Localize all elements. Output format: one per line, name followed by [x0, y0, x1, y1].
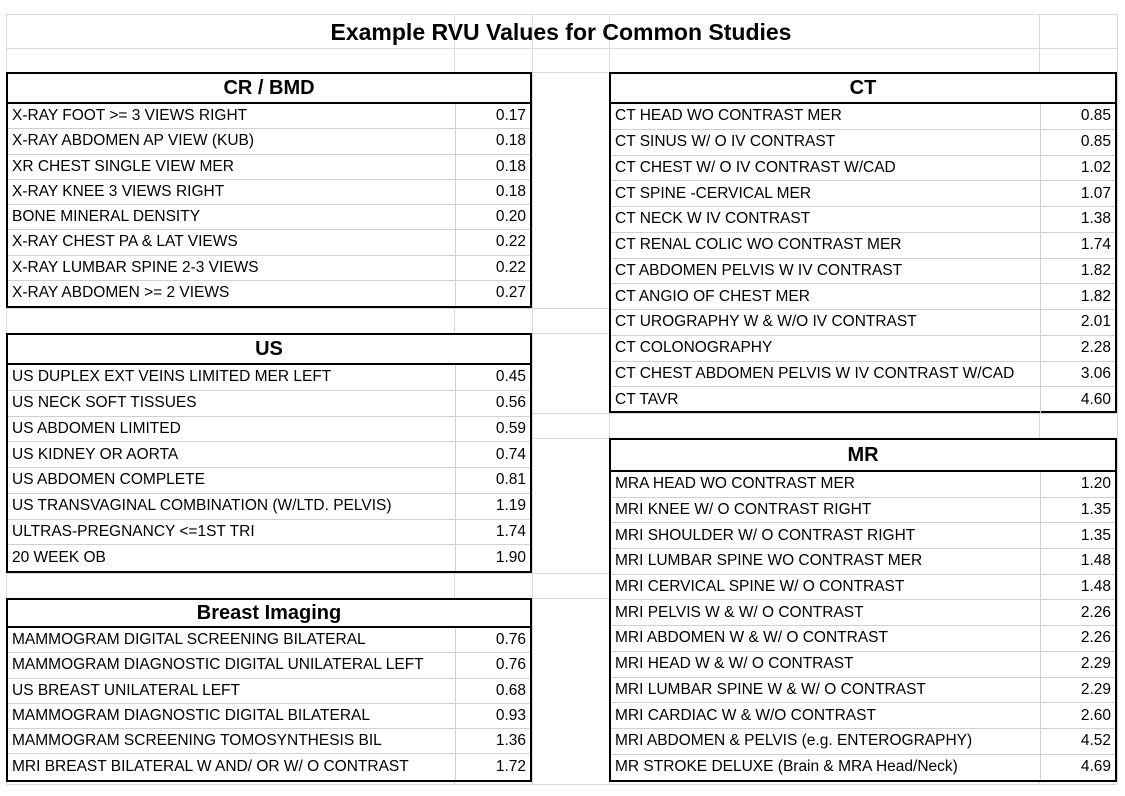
study-name: MAMMOGRAM SCREENING TOMOSYNTHESIS BIL: [8, 729, 456, 753]
table-row: [611, 575, 1115, 601]
rows-breast-imaging: [8, 628, 530, 780]
table-row: [611, 130, 1115, 156]
rows-ct: [611, 104, 1115, 413]
gridline-vertical: [532, 14, 533, 784]
table-row: [8, 129, 530, 154]
table-row: [8, 653, 530, 678]
table-row: [611, 549, 1115, 575]
rows-mr: [611, 472, 1115, 780]
rvu-value: 0.45: [495, 368, 526, 386]
rvu-value: 3.06: [1080, 364, 1111, 382]
section-header-mr: MR: [611, 440, 1115, 472]
table-row: [611, 678, 1115, 704]
rvu-value: 0.27: [495, 284, 526, 302]
rvu-value: 0.20: [495, 208, 526, 226]
study-name: MRI CERVICAL SPINE W/ O CONTRAST: [611, 575, 1041, 600]
study-name: MRA HEAD WO CONTRAST MER: [611, 472, 1041, 497]
study-name: MRI SHOULDER W/ O CONTRAST RIGHT: [611, 523, 1041, 548]
rvu-value: 0.22: [495, 258, 526, 276]
table-row: [611, 472, 1115, 498]
rows-cr-bmd: [8, 104, 530, 306]
study-name: US TRANSVAGINAL COMBINATION (W/LTD. PELVIS): [8, 494, 456, 519]
rvu-value: 1.48: [1080, 552, 1111, 570]
rvu-value: 0.68: [495, 681, 526, 699]
table-row: [611, 336, 1115, 362]
table-row: [8, 704, 530, 729]
page-title: Example RVU Values for Common Studies: [330, 19, 792, 45]
rvu-value: 2.26: [1080, 603, 1111, 621]
table-row: [611, 600, 1115, 626]
rvu-value: 0.18: [495, 132, 526, 150]
study-name: 20 WEEK OB: [8, 545, 456, 571]
rvu-value: 1.38: [1080, 210, 1111, 228]
section-header-cr-bmd: CR / BMD: [8, 74, 530, 104]
rvu-value: 0.59: [495, 419, 526, 437]
table-row: [611, 703, 1115, 729]
rvu-value: 2.29: [1080, 655, 1111, 673]
table-row: [611, 626, 1115, 652]
rows-us: [8, 365, 530, 571]
section-header-us: US: [8, 335, 530, 365]
table-row: [8, 205, 530, 230]
study-name: X-RAY FOOT >= 3 VIEWS RIGHT: [8, 104, 456, 128]
study-name: CT TAVR: [611, 387, 1041, 413]
rvu-value: 0.17: [495, 107, 526, 125]
study-name: MRI LUMBAR SPINE W & W/ O CONTRAST: [611, 678, 1041, 703]
rvu-value: 2.26: [1080, 629, 1111, 647]
study-name: MRI CARDIAC W & W/O CONTRAST: [611, 703, 1041, 728]
rvu-value: 1.35: [1080, 526, 1111, 544]
rvu-value: 0.85: [1080, 133, 1111, 151]
section-mr: [609, 438, 1117, 782]
table-row: [611, 652, 1115, 678]
table-row: [611, 259, 1115, 285]
table-row: [8, 281, 530, 306]
study-name: MRI KNEE W/ O CONTRAST RIGHT: [611, 498, 1041, 523]
table-row: [611, 233, 1115, 259]
gridline-horizontal: [6, 784, 1117, 785]
table-row: [611, 104, 1115, 130]
table-row: [611, 387, 1115, 413]
table-row: [8, 628, 530, 653]
study-name: CT CHEST W/ O IV CONTRAST W/CAD: [611, 156, 1041, 181]
section-cr-bmd: [6, 72, 532, 308]
rvu-value: 2.29: [1080, 680, 1111, 698]
rvu-value: 2.60: [1080, 706, 1111, 724]
table-row: [8, 230, 530, 255]
study-name: MR STROKE DELUXE (Brain & MRA Head/Neck): [611, 755, 1041, 781]
study-name: XR CHEST SINGLE VIEW MER: [8, 155, 456, 179]
table-row: [8, 729, 530, 754]
table-row: [8, 365, 530, 391]
rvu-value: 1.82: [1080, 261, 1111, 279]
table-row: [611, 523, 1115, 549]
study-name: CT NECK W IV CONTRAST: [611, 207, 1041, 232]
table-row: [8, 494, 530, 520]
study-name: US ABDOMEN LIMITED: [8, 417, 456, 442]
table-row: [8, 155, 530, 180]
table-row: [611, 156, 1115, 182]
study-name: MRI BREAST BILATERAL W AND/ OR W/ O CONTRAST: [8, 754, 456, 779]
study-name: CT RENAL COLIC WO CONTRAST MER: [611, 233, 1041, 258]
table-row: [8, 442, 530, 468]
table-row: [8, 754, 530, 779]
study-name: MRI PELVIS W & W/ O CONTRAST: [611, 600, 1041, 625]
study-name: US NECK SOFT TISSUES: [8, 391, 456, 416]
table-row: [8, 256, 530, 281]
rvu-value: 1.74: [495, 522, 526, 540]
table-row: [611, 729, 1115, 755]
rvu-value: 0.56: [495, 394, 526, 412]
gridline-horizontal: [6, 14, 1117, 15]
study-name: US DUPLEX EXT VEINS LIMITED MER LEFT: [8, 365, 456, 390]
table-row: [611, 310, 1115, 336]
rvu-value: 0.81: [495, 471, 526, 489]
table-row: [611, 207, 1115, 233]
table-row: [611, 362, 1115, 388]
rvu-value: 4.52: [1080, 732, 1111, 750]
table-row: [8, 104, 530, 129]
rvu-value: 1.02: [1080, 158, 1111, 176]
section-breast-imaging: [6, 598, 532, 782]
study-name: MRI ABDOMEN W & W/ O CONTRAST: [611, 626, 1041, 651]
study-name: MRI LUMBAR SPINE WO CONTRAST MER: [611, 549, 1041, 574]
rvu-value: 0.76: [495, 656, 526, 674]
table-row: [611, 284, 1115, 310]
study-name: CT SINUS W/ O IV CONTRAST: [611, 130, 1041, 155]
study-name: X-RAY LUMBAR SPINE 2-3 VIEWS: [8, 256, 456, 280]
study-name: ULTRAS-PREGNANCY <=1ST TRI: [8, 520, 456, 545]
study-name: MRI HEAD W & W/ O CONTRAST: [611, 652, 1041, 677]
table-row: [8, 391, 530, 417]
table-row: [611, 498, 1115, 524]
study-name: CT HEAD WO CONTRAST MER: [611, 104, 1041, 129]
rvu-value: 0.18: [495, 182, 526, 200]
rvu-value: 1.74: [1080, 236, 1111, 254]
study-name: MAMMOGRAM DIAGNOSTIC DIGITAL UNILATERAL LEFT: [8, 653, 456, 677]
study-name: US ABDOMEN COMPLETE: [8, 468, 456, 493]
study-name: X-RAY ABDOMEN >= 2 VIEWS: [8, 281, 456, 306]
rvu-value: 1.90: [495, 549, 526, 567]
table-row: [611, 755, 1115, 781]
rvu-value: 2.01: [1080, 313, 1111, 331]
study-name: CT CHEST ABDOMEN PELVIS W IV CONTRAST W/CAD: [611, 362, 1041, 387]
study-name: X-RAY KNEE 3 VIEWS RIGHT: [8, 180, 456, 204]
study-name: US BREAST UNILATERAL LEFT: [8, 679, 456, 703]
rvu-value: 1.19: [495, 497, 526, 515]
table-row: [8, 417, 530, 443]
study-name: CT UROGRAPHY W & W/O IV CONTRAST: [611, 310, 1041, 335]
rvu-value: 4.60: [1080, 391, 1111, 409]
study-name: CT SPINE -CERVICAL MER: [611, 181, 1041, 206]
rvu-value: 2.28: [1080, 339, 1111, 357]
table-row: [611, 181, 1115, 207]
table-row: [8, 180, 530, 205]
study-name: CT COLONOGRAPHY: [611, 336, 1041, 361]
rvu-value: 4.69: [1080, 758, 1111, 776]
rvu-value: 1.35: [1080, 501, 1111, 519]
rvu-value: 1.20: [1080, 475, 1111, 493]
table-row: [8, 520, 530, 546]
rvu-value: 0.85: [1080, 107, 1111, 125]
study-name: MRI ABDOMEN & PELVIS (e.g. ENTEROGRAPHY): [611, 729, 1041, 754]
rvu-value: 1.07: [1080, 184, 1111, 202]
rvu-value: 0.93: [495, 707, 526, 725]
study-name: X-RAY ABDOMEN AP VIEW (KUB): [8, 129, 456, 153]
study-name: US KIDNEY OR AORTA: [8, 442, 456, 467]
study-name: MAMMOGRAM DIGITAL SCREENING BILATERAL: [8, 628, 456, 652]
table-row: [8, 545, 530, 571]
table-row: [8, 679, 530, 704]
rvu-value: 1.72: [495, 758, 526, 776]
rvu-value: 0.22: [495, 233, 526, 251]
rvu-value: 1.82: [1080, 287, 1111, 305]
section-ct: [609, 72, 1117, 413]
table-row: [8, 468, 530, 494]
rvu-value: 0.76: [495, 631, 526, 649]
study-name: CT ABDOMEN PELVIS W IV CONTRAST: [611, 259, 1041, 284]
study-name: BONE MINERAL DENSITY: [8, 205, 456, 229]
section-header-breast-imaging: Breast Imaging: [8, 600, 530, 628]
gridline-vertical: [1117, 14, 1118, 784]
study-name: MAMMOGRAM DIAGNOSTIC DIGITAL BILATERAL: [8, 704, 456, 728]
study-name: X-RAY CHEST PA & LAT VIEWS: [8, 230, 456, 254]
section-header-ct: CT: [611, 74, 1115, 104]
rvu-value: 1.36: [495, 732, 526, 750]
section-us: [6, 333, 532, 573]
study-name: CT ANGIO OF CHEST MER: [611, 284, 1041, 309]
rvu-value: 0.74: [495, 445, 526, 463]
rvu-value: 1.48: [1080, 578, 1111, 596]
rvu-value: 0.18: [495, 157, 526, 175]
gridline-horizontal: [6, 48, 1117, 49]
